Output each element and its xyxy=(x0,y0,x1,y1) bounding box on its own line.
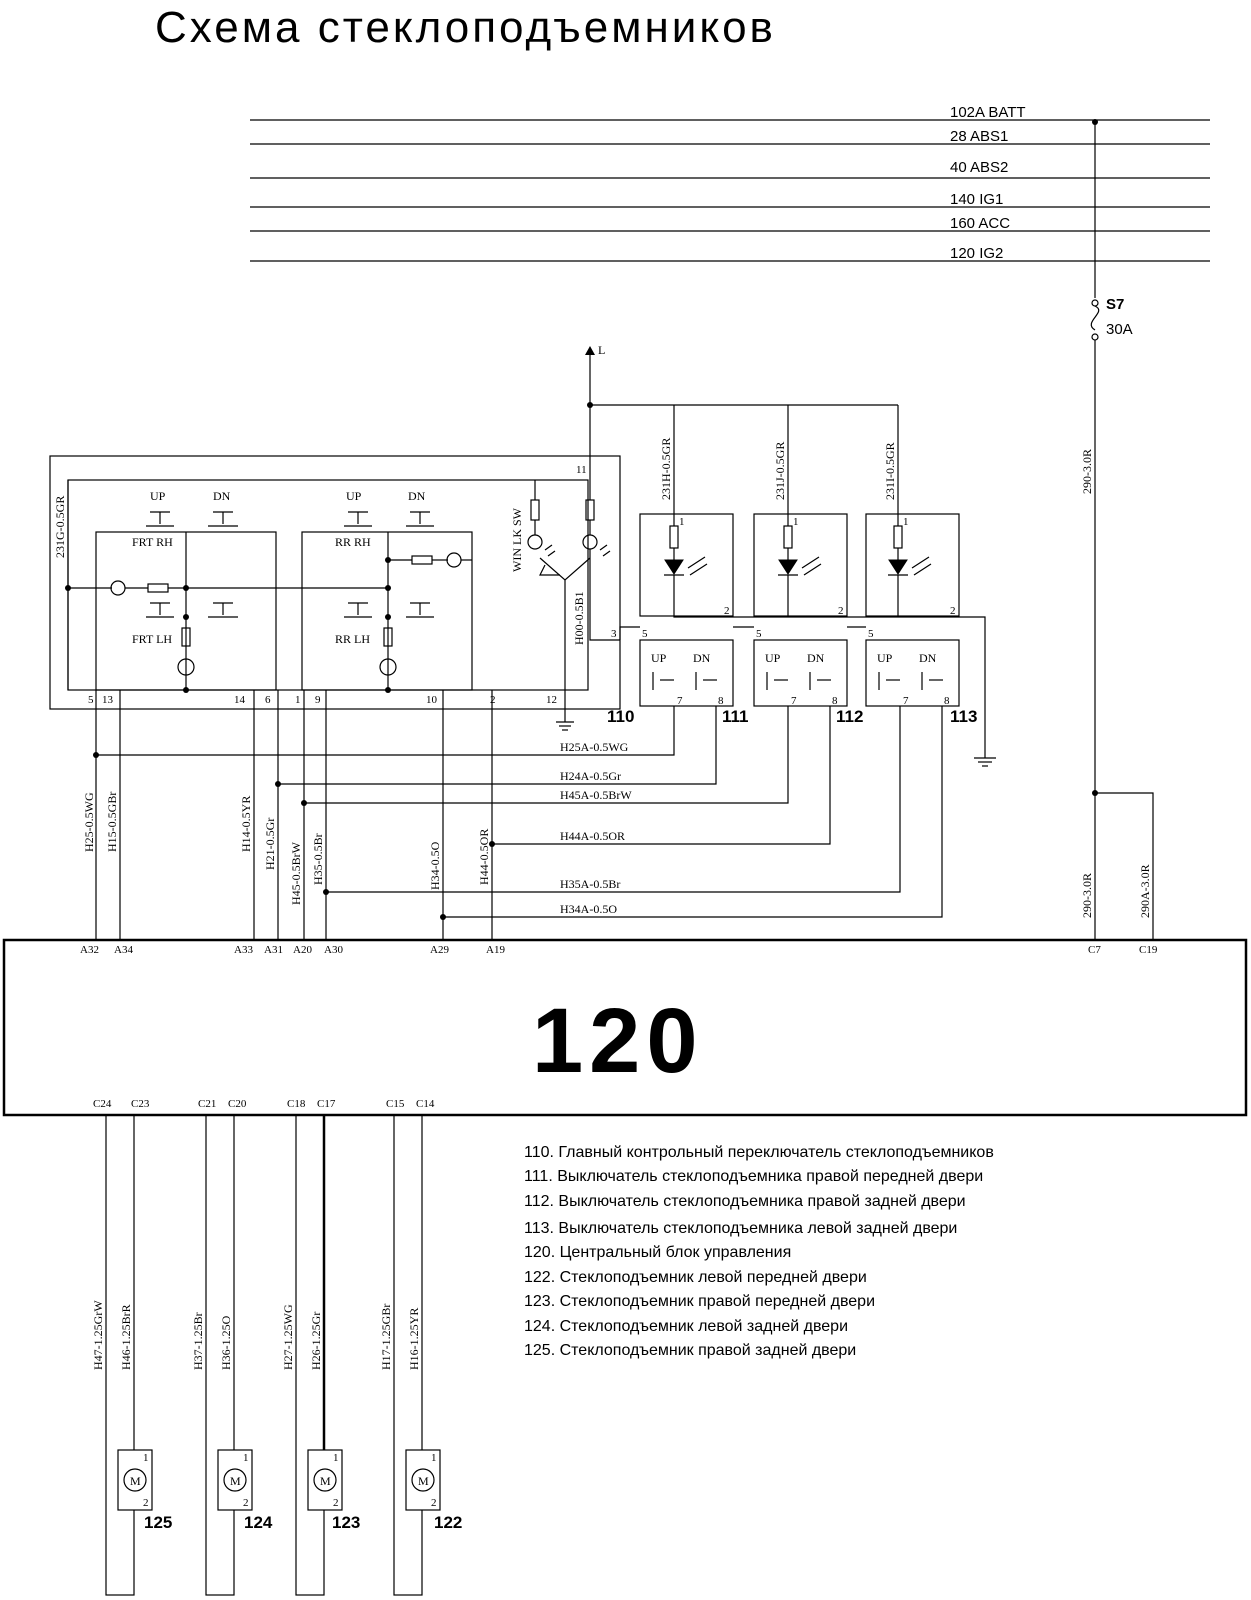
sw113-pin1: 1 xyxy=(903,516,909,528)
wire-h35a: H35A-0.5Br xyxy=(560,877,621,891)
wire-h17: H17-1.25GBr xyxy=(379,1303,393,1370)
legend-item: 122. Стеклоподъемник левой передней двери xyxy=(524,1269,867,1286)
wire-h25a: H25A-0.5WG xyxy=(560,740,629,754)
label-rr-rh: RR RH xyxy=(335,535,371,549)
wire-h36: H36-1.25O xyxy=(219,1315,233,1370)
wire-h16: H16-1.25YR xyxy=(407,1307,421,1370)
sw113-feed-wire: 231I-0.5GR xyxy=(883,442,897,500)
motor-125-pin1: 1 xyxy=(143,1452,149,1464)
wire-h34a: H34A-0.5O xyxy=(560,902,617,916)
sw113-pin8: 8 xyxy=(944,695,950,707)
motor-122-number: 122 xyxy=(434,1513,463,1532)
door-switch-111 xyxy=(640,438,749,726)
motor-123-number: 123 xyxy=(332,1513,361,1532)
ecu-pin-c20: C20 xyxy=(228,1098,247,1110)
sw111-dn: DN xyxy=(693,651,711,665)
sw112-feed-wire: 231J-0.5GR xyxy=(773,441,787,500)
wire-h44a: H44A-0.5OR xyxy=(560,829,625,843)
sw111-feed-wire: 231H-0.5GR xyxy=(659,437,673,500)
wire-290-upper: 290-3.0R xyxy=(1080,449,1094,494)
sw111-up: UP xyxy=(651,651,667,665)
wire-h35: H35-0.5Br xyxy=(311,833,325,885)
wire-290a: 290A-3.0R xyxy=(1138,864,1152,918)
motor-123-symbol: M xyxy=(320,1474,331,1488)
motor-123-pin1: 1 xyxy=(333,1452,339,1464)
wire-h14: H14-0.5YR xyxy=(239,795,253,852)
ecu-pin-c17: C17 xyxy=(317,1098,336,1110)
legend-item: 112. Выключатель стеклоподъемника правой задней двери xyxy=(524,1193,966,1210)
ecu-pin-a33: A33 xyxy=(234,944,253,956)
bus-label-acc: 160 ACC xyxy=(950,215,1011,232)
motor-122-symbol: M xyxy=(418,1474,429,1488)
wire-h47: H47-1.25GrW xyxy=(91,1300,105,1370)
legend-item: 120. Центральный блок управления xyxy=(524,1244,792,1261)
ecu-pin-a34: A34 xyxy=(114,944,133,956)
sw113-dn: DN xyxy=(919,651,937,665)
diagram-title: Схема стеклоподъемников xyxy=(155,3,776,52)
sw113-pin5: 5 xyxy=(868,628,874,640)
bus-label-abs2: 40 ABS2 xyxy=(950,159,1009,176)
legend-item: 113. Выключатель стеклоподъемника левой задней двери xyxy=(524,1220,958,1237)
ecu-pin-c21: C21 xyxy=(198,1098,217,1110)
wire-290-lower: 290-3.0R xyxy=(1080,873,1094,918)
main-pin-2: 2 xyxy=(490,694,496,706)
legend xyxy=(524,1144,994,1359)
motor-122-pin1: 1 xyxy=(431,1452,437,1464)
ecu-pin-a29: A29 xyxy=(430,944,449,956)
wire-h15: H15-0.5GBr xyxy=(105,791,119,852)
wire-h00: H00-0.5B1 xyxy=(572,591,586,645)
main-switch-110 xyxy=(50,456,634,730)
win-lk-sw-label: WIN LK SW xyxy=(510,508,524,572)
main-pin-12: 12 xyxy=(546,694,557,706)
sw113-up: UP xyxy=(877,651,893,665)
sw111-number: 111 xyxy=(722,707,749,726)
wire-231g: 231G-0.5GR xyxy=(53,495,67,558)
sw112-dn: DN xyxy=(807,651,825,665)
ecu-pin-c14: C14 xyxy=(416,1098,435,1110)
sw111-pin1: 1 xyxy=(679,516,685,528)
main-switch-number: 110 xyxy=(607,707,635,726)
ecu-pin-c19: C19 xyxy=(1139,944,1158,956)
label-up-front: UP xyxy=(150,489,166,503)
label-frt-lh: FRT LH xyxy=(132,632,173,646)
ecu-pin-a32: A32 xyxy=(80,944,99,956)
sw113-number: 113 xyxy=(950,707,978,726)
sw111-pin2: 2 xyxy=(724,605,730,617)
ecu-pin-c24: C24 xyxy=(93,1098,112,1110)
label-up-rear: UP xyxy=(346,489,362,503)
motor-124 xyxy=(218,1450,273,1532)
wire-h27: H27-1.25WG xyxy=(281,1304,295,1370)
bus-label-ig2: 120 IG2 xyxy=(950,245,1004,262)
ecu-pin-a19: A19 xyxy=(486,944,505,956)
main-pin-1: 1 xyxy=(295,694,301,706)
motor-124-pin1: 1 xyxy=(243,1452,249,1464)
wire-h45: H45-0.5BrW xyxy=(289,842,303,905)
legend-item: 111. Выключатель стеклоподъемника правой передней двери xyxy=(524,1168,984,1185)
bus-label-batt: 102A BATT xyxy=(950,104,1026,121)
sw112-pin8: 8 xyxy=(832,695,838,707)
sw111-pin5: 5 xyxy=(642,628,648,640)
wire-h21: H21-0.5Gr xyxy=(263,817,277,870)
sw112-pin5: 5 xyxy=(756,628,762,640)
wire-h37: H37-1.25Br xyxy=(191,1312,205,1370)
wire-h45a: H45A-0.5BrW xyxy=(560,788,632,802)
wire-h25: H25-0.5WG xyxy=(82,792,96,852)
sw112-pin1: 1 xyxy=(793,516,799,528)
sw111-pin7: 7 xyxy=(677,695,683,707)
wire-h24a: H24A-0.5Gr xyxy=(560,769,621,783)
main-pin-14: 14 xyxy=(234,694,245,706)
label-dn-rear: DN xyxy=(408,489,426,503)
main-pin-13: 13 xyxy=(102,694,113,706)
power-bus xyxy=(250,104,1210,262)
motor-125-pin2: 2 xyxy=(143,1497,149,1509)
label-rr-lh: RR LH xyxy=(335,632,371,646)
ecu-pin-a30: A30 xyxy=(324,944,343,956)
main-pin-5: 5 xyxy=(88,694,94,706)
motor-125 xyxy=(118,1450,172,1532)
ecu-pin-c7: C7 xyxy=(1088,944,1101,956)
motor-124-symbol: M xyxy=(230,1474,241,1488)
sw112-number: 112 xyxy=(836,707,864,726)
sw113-pin7: 7 xyxy=(903,695,909,707)
legend-item: 123. Стеклоподъемник правой передней двери xyxy=(524,1293,876,1310)
label-frt-rh: FRT RH xyxy=(132,535,173,549)
main-pin-11: 11 xyxy=(576,464,587,476)
fuse-rating: 30A xyxy=(1106,321,1133,338)
sw112-pin7: 7 xyxy=(791,695,797,707)
lamp-ground xyxy=(620,615,996,766)
ecu-pin-c15: C15 xyxy=(386,1098,405,1110)
sw113-pin2: 2 xyxy=(950,605,956,617)
ecu-pin-c23: C23 xyxy=(131,1098,150,1110)
wire-h44: H44-0.5OR xyxy=(477,828,491,885)
door-switch-113 xyxy=(866,442,977,726)
motor-122 xyxy=(406,1450,462,1532)
bus-label-abs1: 28 ABS1 xyxy=(950,128,1009,145)
motor-125-number: 125 xyxy=(144,1513,173,1532)
motor-124-number: 124 xyxy=(244,1513,273,1532)
main-pin-3: 3 xyxy=(611,628,617,640)
motor-122-pin2: 2 xyxy=(431,1497,437,1509)
motor-124-pin2: 2 xyxy=(243,1497,249,1509)
main-pin-6: 6 xyxy=(265,694,271,706)
sw112-up: UP xyxy=(765,651,781,665)
terminal-l xyxy=(585,343,898,526)
ecu-120 xyxy=(4,940,1246,1115)
bus-label-ig1: 140 IG1 xyxy=(950,191,1004,208)
wire-h26: H26-1.25Gr xyxy=(309,1311,323,1370)
ecu-pin-a31: A31 xyxy=(264,944,283,956)
legend-item: 124. Стеклоподъемник левой задней двери xyxy=(524,1318,849,1335)
main-pin-10: 10 xyxy=(426,694,437,706)
legend-item: 125. Стеклоподъемник правой задней двери xyxy=(524,1342,857,1359)
motor-125-symbol: M xyxy=(130,1474,141,1488)
terminal-l-label: L xyxy=(598,343,606,357)
door-switch-112 xyxy=(754,442,863,726)
fuse-s7 xyxy=(1091,119,1153,940)
label-dn-front: DN xyxy=(213,489,231,503)
motor-123-pin2: 2 xyxy=(333,1497,339,1509)
fuse-name: S7 xyxy=(1106,296,1125,313)
main-pin-9: 9 xyxy=(315,694,321,706)
ecu-pin-c18: C18 xyxy=(287,1098,306,1110)
ecu-number: 120 xyxy=(532,990,704,1092)
ecu-pin-a20: A20 xyxy=(293,944,312,956)
motor-123 xyxy=(308,1450,360,1532)
sw112-pin2: 2 xyxy=(838,605,844,617)
legend-item: 110. Главный контрольный переключатель стеклоподъемников xyxy=(524,1144,994,1161)
wire-h46: H46-1.25BrR xyxy=(119,1304,133,1370)
sw111-pin8: 8 xyxy=(718,695,724,707)
wire-h34: H34-0.5O xyxy=(428,841,442,890)
